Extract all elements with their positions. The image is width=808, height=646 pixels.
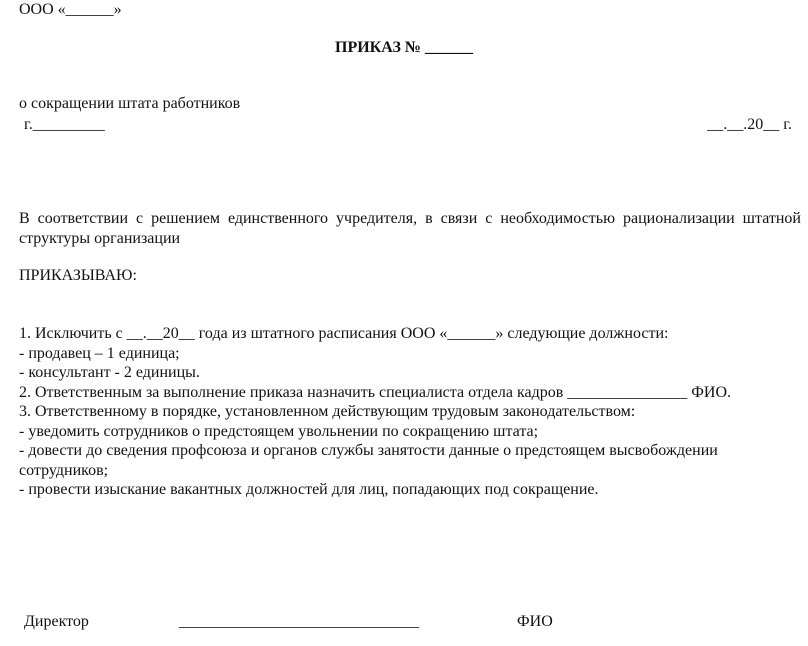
- signature-line: ______________________________: [179, 613, 419, 630]
- list-item: 1. Исключить с __.__20__ года из штатного расписания ООО «______» следующие должности:: [19, 325, 669, 342]
- list-item: 3. Ответственному в порядке, установленном действующим трудовым законодательством:: [19, 403, 636, 420]
- date-field: __.__.20__ г.: [707, 116, 792, 133]
- signature-position: Директор: [24, 613, 89, 630]
- list-item: - продавец – 1 единица;: [19, 344, 180, 362]
- city-field: г._________: [24, 116, 105, 133]
- list-item: - провести изыскание вакантных должностей для лиц, попадающих под сокращение.: [19, 481, 599, 498]
- order-subject: о сокращении штата работников: [19, 95, 241, 112]
- order-items: [19, 324, 799, 500]
- list-item: - уведомить сотрудников о предстоящем увольнении по сокращению штата;: [19, 422, 539, 440]
- list-item: - довести до сведения профсоюза и органов службы занятости данные о предстоящем высвобождении: [19, 442, 718, 459]
- list-item: - консультант - 2 единицы.: [19, 364, 200, 381]
- signature-name: ФИО: [517, 613, 553, 630]
- preamble-paragraph: В соответствии с решением единственного учредителя, в связи с необходимостью рационализации штатной структуры организации: [19, 210, 801, 247]
- order-word: ПРИКАЗЫВАЮ:: [19, 267, 137, 284]
- list-item: сотрудников;: [19, 461, 109, 479]
- order-title: ПРИКАЗ № ______: [335, 39, 473, 56]
- company-name: ООО «______»: [19, 1, 122, 18]
- list-item: 2. Ответственным за выполнение приказа назначить специалиста отдела кадров _______________ ФИО.: [19, 383, 732, 401]
